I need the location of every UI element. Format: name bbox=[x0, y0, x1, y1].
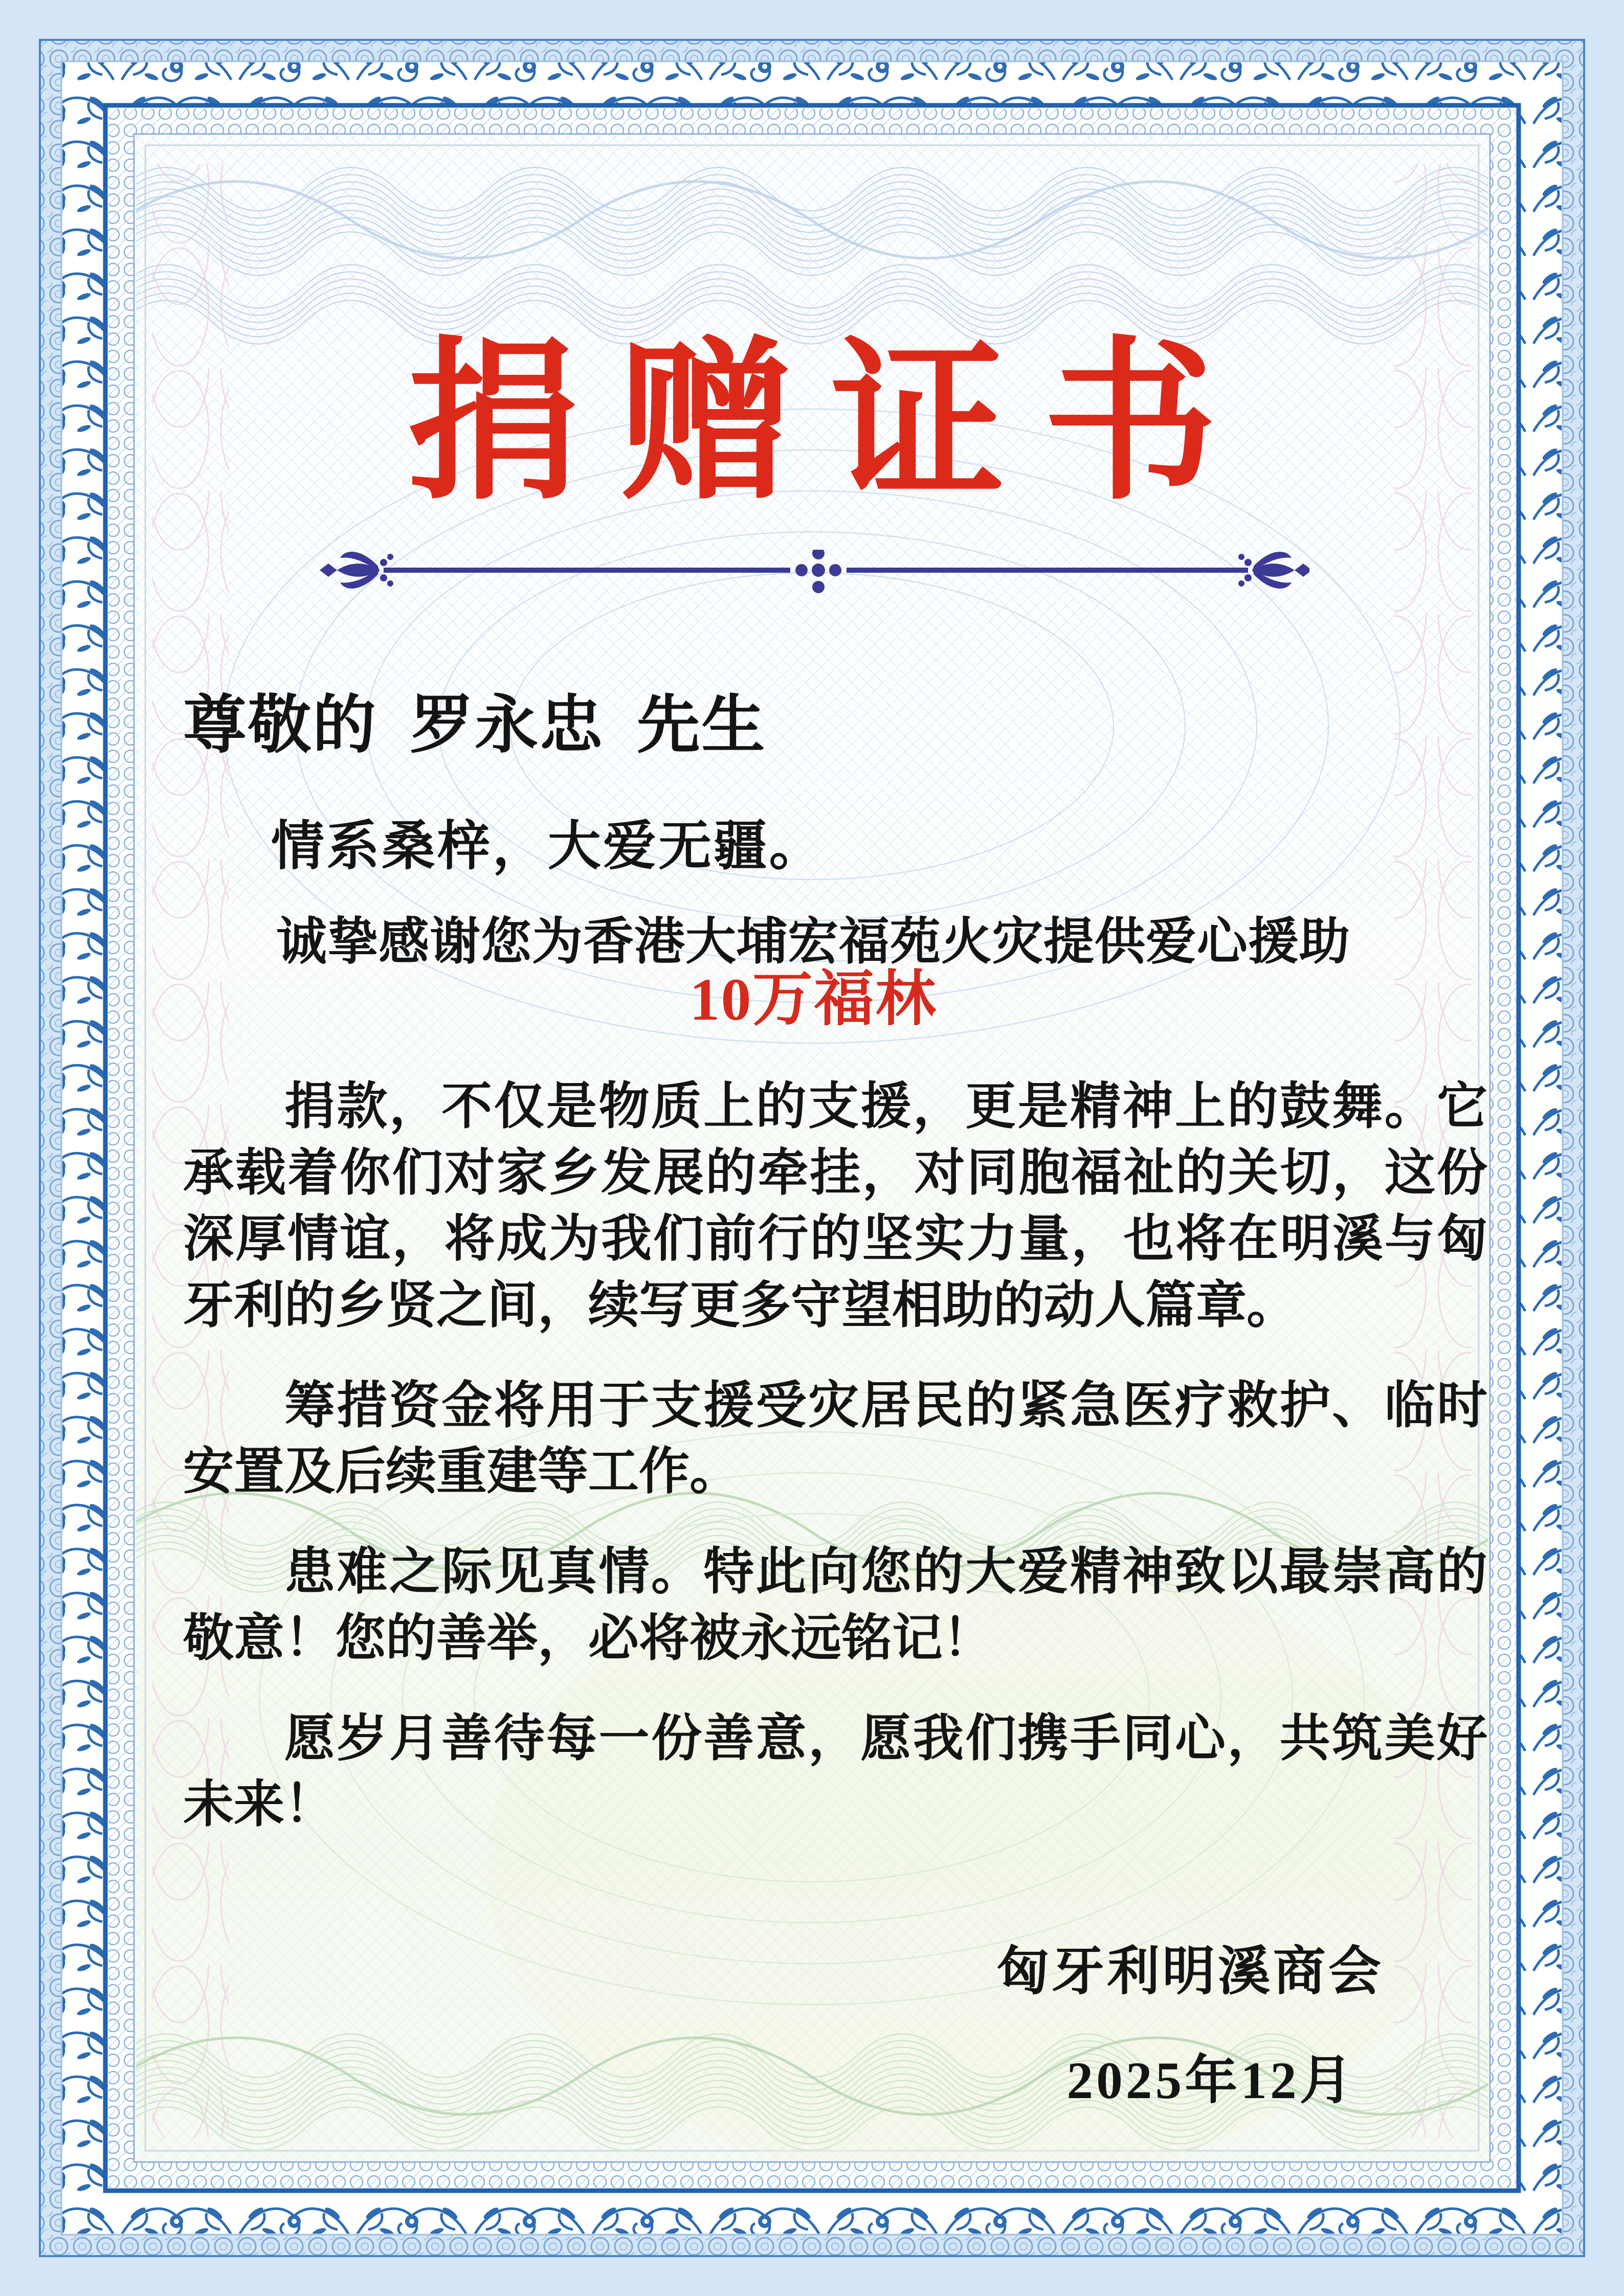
divider-center-dots-icon bbox=[795, 550, 841, 593]
salutation-prefix: 尊敬的 bbox=[183, 690, 377, 760]
donation-amount: 10万福林 bbox=[689, 966, 937, 1033]
salutation-suffix: 先生 bbox=[636, 690, 766, 760]
fleur-de-lis-icon-left bbox=[320, 552, 393, 589]
issue-date: 2025年12月 bbox=[1066, 2052, 1355, 2110]
motto-line: 情系桑梓，大爱无疆。 bbox=[271, 817, 825, 876]
paragraph-3: 患难之际见真情。特此向您的大爱精神致以最崇高的敬意！您的善举，必将被永远铭记！ bbox=[183, 1544, 1487, 1667]
certificate-title: 捐赠证书 bbox=[407, 327, 1256, 520]
paragraph-2: 筹措资金将用于支援受灾居民的紧急医疗救护、临时安置及后续重建等工作。 bbox=[183, 1378, 1487, 1500]
issuer-signature: 匈牙利明溪商会 bbox=[996, 1943, 1384, 2001]
paragraph-4: 愿岁月善待每一份善意，愿我们携手同心，共筑美好未来！ bbox=[183, 1710, 1487, 1833]
salutation-line bbox=[183, 674, 766, 765]
body-paragraphs bbox=[183, 1074, 1487, 1872]
recipient-name: 罗永忠 bbox=[410, 690, 604, 760]
paragraph-1: 捐款，不仅是物质上的支援，更是精神上的鼓舞。它承载着你们对家乡发展的牵挂，对同胞福祉的关切，这份深厚情谊，将成为我们前行的坚实力量，也将在明溪与匈牙利的乡贤之间，续写更多守望相助的动人篇章。 bbox=[183, 1079, 1487, 1334]
acknowledgement-line: 诚挚感谢您为香港大埔宏福苑火灾提供爱心援助 bbox=[276, 914, 1350, 970]
fleur-de-lis-icon-right bbox=[1238, 552, 1309, 589]
title-divider bbox=[315, 550, 1309, 637]
